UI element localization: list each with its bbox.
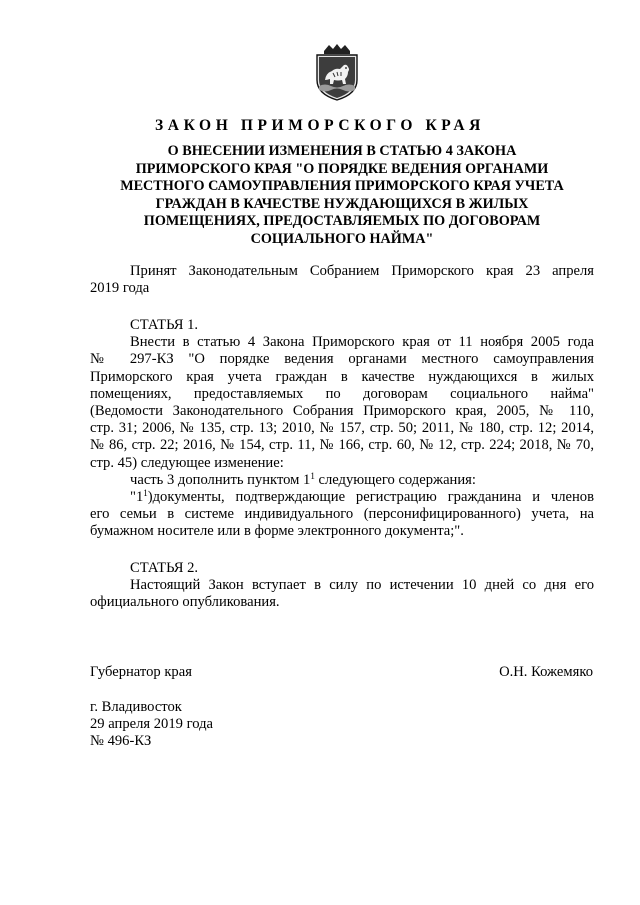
law-title: ЗАКОН ПРИМОРСКОГО КРАЯ bbox=[155, 117, 485, 134]
quote-text: )документы, подтверждающие регистрацию гражданина и членов bbox=[147, 489, 594, 506]
subtitle-line: СОЦИАЛЬНОГО НАЙМА" bbox=[250, 230, 434, 247]
issue-date: 29 апреля 2019 года bbox=[90, 716, 213, 733]
article-1-line: стр. 31; 2006, № 135, стр. 13; 2010, № 157, стр. 50; 2011, № 180, стр. 12; 2014, bbox=[90, 420, 594, 437]
quote-line bbox=[90, 489, 594, 506]
subtitle-line: ГРАЖДАН В КАЧЕСТВЕ НУЖДАЮЩИХСЯ В ЖИЛЫХ bbox=[155, 195, 529, 212]
subtitle-line: МЕСТНОГО САМОУПРАВЛЕНИЯ ПРИМОРСКОГО КРАЯ УЧЕТА bbox=[120, 178, 564, 194]
article-1-line: № 297-КЗ "О порядке ведения органами местного самоуправления bbox=[90, 351, 594, 368]
article-1-heading: СТАТЬЯ 1. bbox=[130, 317, 199, 333]
article-1-line: стр. 45) следующее изменение: bbox=[90, 454, 284, 471]
quote-text: "1 bbox=[130, 489, 144, 506]
issue-city: г. Владивосток bbox=[90, 699, 182, 715]
quote-line: его семьи в системе индивидуального (персонифицированного) учета, на bbox=[90, 506, 594, 523]
article-1-line: Приморского края учета граждан в качестве нуждающихся в жилых bbox=[90, 368, 594, 385]
subtitle-line: ПРИМОРСКОГО КРАЯ "О ПОРЯДКЕ ВЕДЕНИЯ ОРГАНАМИ bbox=[135, 160, 549, 177]
article-2-heading: СТАТЬЯ 2. bbox=[130, 560, 199, 576]
article-1-line: (Ведомости Законодательного Собрания Приморского края, 2005, № 110, bbox=[90, 403, 594, 420]
subtitle-line: О ВНЕСЕНИИ ИЗМЕНЕНИЯ В СТАТЬЮ 4 ЗАКОНА bbox=[167, 143, 517, 159]
article-1-line: Внести в статью 4 Закона Приморского края от 11 ноября 2005 года bbox=[130, 334, 594, 351]
adoption-note bbox=[90, 263, 594, 297]
article-1 bbox=[90, 317, 594, 541]
law-number: № 496-КЗ bbox=[90, 733, 152, 750]
subtitle-line: ПОМЕЩЕНИЯХ, ПРЕДОСТАВЛЯЕМЫХ ПО ДОГОВОРАМ bbox=[143, 213, 541, 229]
amendment-text: часть 3 дополнить пунктом 1 bbox=[130, 471, 311, 488]
amendment-line bbox=[90, 472, 594, 489]
amendment-text: следующего содержания: bbox=[314, 471, 476, 488]
law-subtitle bbox=[90, 143, 594, 248]
amendment-sup: 1 bbox=[310, 470, 315, 481]
quote-line: бумажном носителе или в форме электронного документа;". bbox=[90, 523, 464, 540]
article-2-line: Настоящий Закон вступает в силу по истечении 10 дней со дня его bbox=[130, 577, 594, 594]
signatory-position: Губернатор края bbox=[90, 664, 192, 680]
quote-sup: 1 bbox=[143, 488, 148, 499]
adoption-line: Принят Законодательным Собранием Приморского края 23 апреля bbox=[130, 263, 594, 279]
article-1-line: № 86, стр. 22; 2016, № 154, стр. 11, № 166, стр. 60, № 12, стр. 224; 2018, № 70, bbox=[90, 437, 594, 454]
issue-details bbox=[90, 699, 594, 751]
article-1-line: помещениях, предоставляемых по договорам социального найма" bbox=[90, 385, 594, 402]
article-2-line: официального опубликования. bbox=[90, 594, 280, 611]
article-2 bbox=[90, 560, 594, 612]
coat-of-arms-icon bbox=[313, 42, 361, 102]
signatory-name: О.Н. Кожемяко bbox=[499, 664, 593, 680]
adoption-line: 2019 года bbox=[90, 280, 150, 297]
